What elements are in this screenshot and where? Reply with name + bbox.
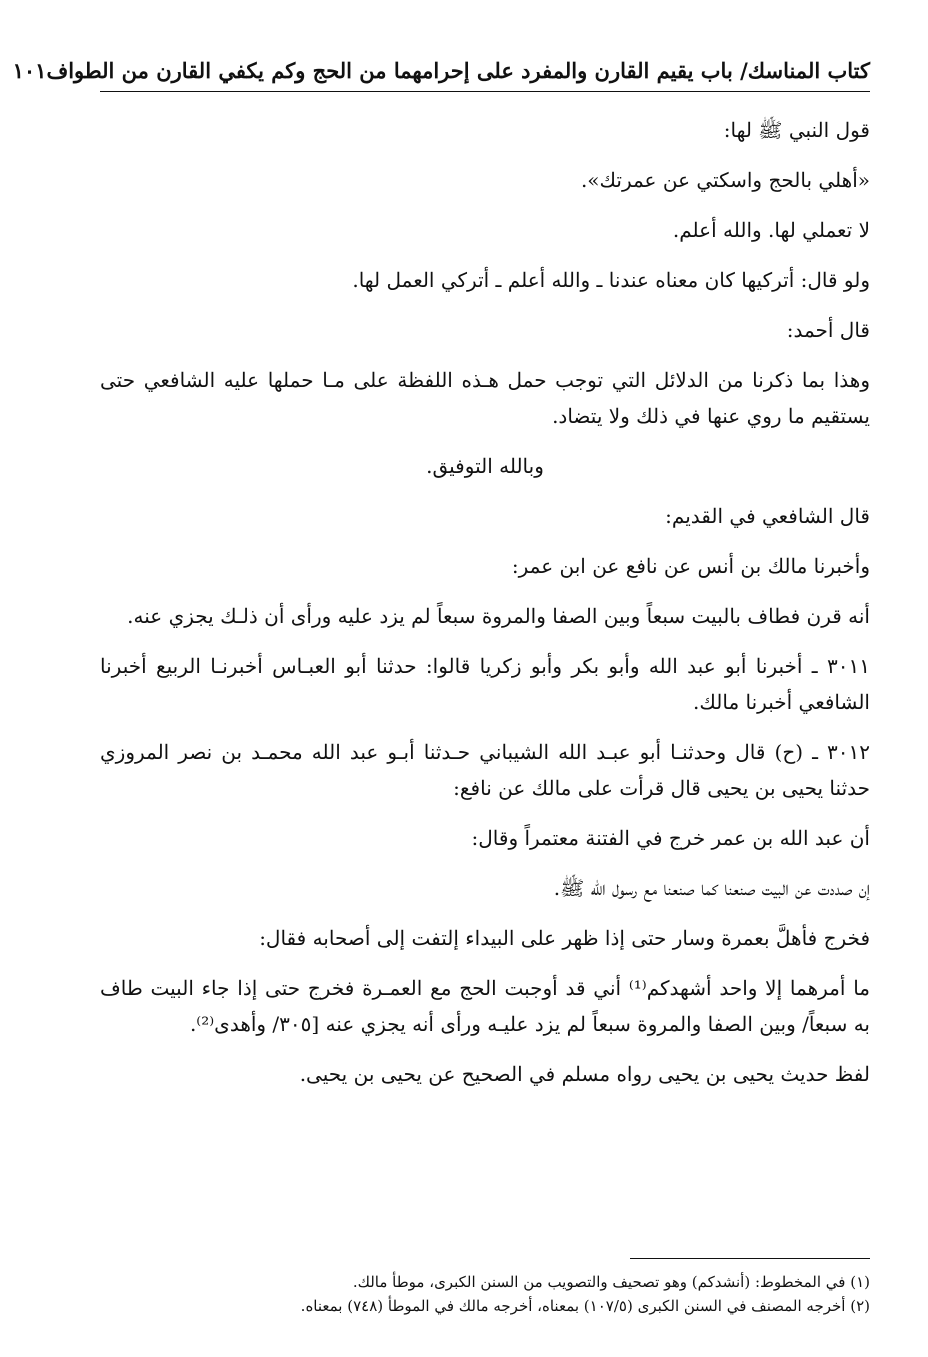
hadith-3012: ٣٠١٢ ـ (ح) قال وحدثنـا أبو عبـد الله الشيباني حـدثنا أبـو عبد الله محمـد بن نصر المروزي حدثنا يحيى بن يحيى قال قرأت على مالك عن نافع: (100, 740, 870, 800)
header-divider (100, 91, 870, 92)
paragraph: إن صددت عن البيت صنعنا كما صنعنا مع رسول الله ﷺ. (553, 876, 870, 900)
paragraph: وبالله التوفيق. (426, 454, 544, 478)
paragraph: قال الشافعي في القديم: (665, 504, 870, 528)
page-number: ١٠١ (12, 57, 47, 83)
footnote-2: (٢) أخرجه المصنف في السنن الكبرى (١٠٧/٥) بمعناه، أخرجه مالك في الموطأ (٧٤٨) بمعناه. (300, 1297, 870, 1315)
paragraph: قول النبي ﷺ لها: (723, 118, 870, 142)
paragraph: ما أمرهما إلا واحد أشهدكم⁽¹⁾ أني قد أوجبت الحج مع العمـرة فخرج حتى إذا جاء البيت طاف به سبعاً/ وبين الصفا والمروة سبعاً لم يزد عليـه ورأى أنه يجزي عنه [٣٠٥/ وأهدى⁽²⁾. (100, 976, 870, 1036)
footnote-divider (630, 1258, 870, 1259)
paragraph: ولو قال: أتركيها كان معناه عندنا ـ والله أعلم ـ أتركي العمل لها. (352, 268, 870, 292)
paragraph: قال أحمد: (786, 318, 870, 342)
paragraph: أن عبد الله بن عمر خرج في الفتنة معتمراً وقال: (471, 826, 870, 850)
paragraph: أنه قرن فطاف بالبيت سبعاً وبين الصفا والمروة سبعاً لم يزد عليه ورأى أن ذلـك يجزي عنه. (127, 604, 870, 628)
footnote-1: (١) في المخطوط: (أنشدكم) وهو تصحيف والتصويب من السنن الكبرى، موطأ مالك. (352, 1273, 870, 1291)
paragraph: وهذا بما ذكرنا من الدلائل التي توجب حمل هـذه اللفظة على مـا حملها عليه الشافعي حتى يستقيم ما روي عنها في ذلك ولا يتضاد. (100, 368, 870, 428)
book-page (12, 40, 870, 1320)
paragraph: فخرج فأهلَّ بعمرة وسار حتى إذا ظهر على البيداء إلتفت إلى أصحابه فقال: (259, 926, 870, 950)
page-body (100, 112, 870, 1106)
paragraph: وأخبرنا مالك بن أنس عن نافع عن ابن عمر: (511, 554, 870, 578)
header-title: كتاب المناسك/ باب يقيم القارن والمفرد على إحرامهما من الحج وكم يكفي القارن من الطواف (46, 57, 870, 83)
paragraph: لفظ حديث يحيى بن يحيى رواه مسلم في الصحيح عن يحيى بن يحيى. (299, 1062, 870, 1086)
paragraph: لا تعملي لها. والله أعلم. (672, 218, 870, 242)
paragraph: «أهلي بالحج واسكتي عن عمرتك». (580, 168, 870, 192)
footnotes (100, 1270, 870, 1318)
hadith-3011: ٣٠١١ ـ أخبرنا أبو عبد الله وأبو بكر وأبو زكريا قالوا: حدثنا أبو العبـاس أخبرنـا الربيع أخبرنا الشافعي أخبرنا مالك. (100, 654, 870, 714)
running-header (12, 50, 870, 90)
